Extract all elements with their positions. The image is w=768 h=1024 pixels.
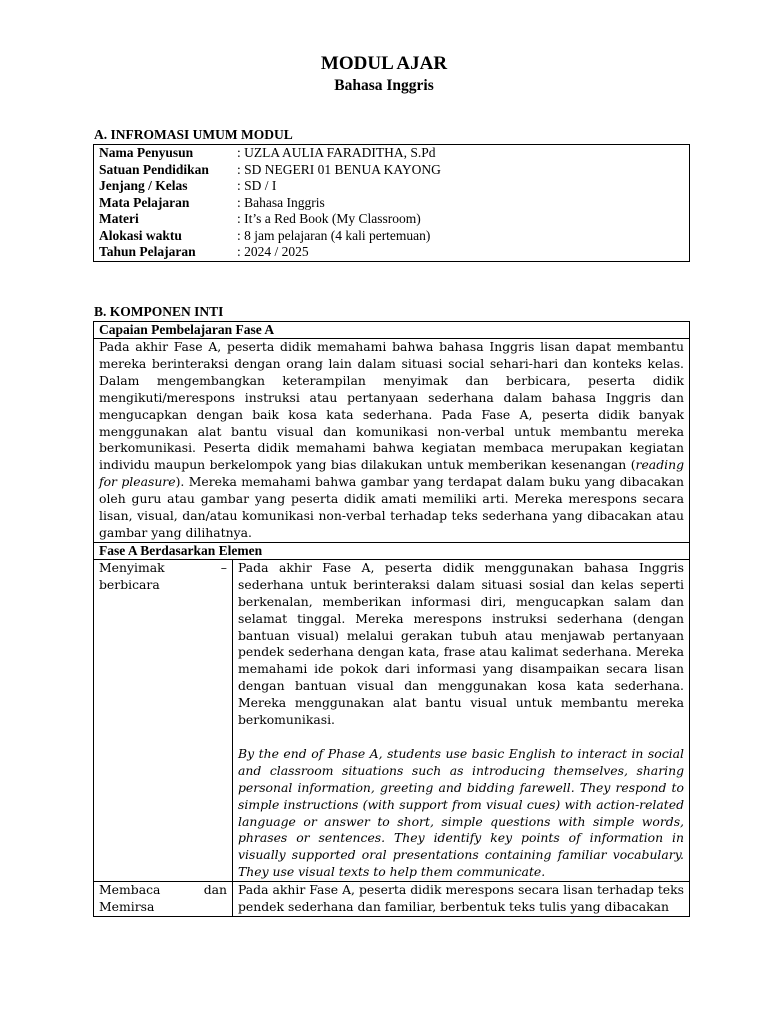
element-name-cell <box>94 559 233 881</box>
info-row <box>94 228 690 245</box>
element-name-cell <box>94 882 233 917</box>
info-value: : It’s a Red Book (My Classroom) <box>232 211 690 228</box>
element-text-id: Pada akhir Fase A, peserta didik menggunakan bahasa Inggris sederhana untuk berinteraksi dalam situasi sosial dan kelas seperti berkenalan, memberikan informasi diri, mengucapkan salam dan selamat tinggal. Mereka merespons instruksi sederhana (dengan bantuan visual) melalui gerakan tubuh atau menjawab pertanyaan pendek sederhana dengan kata, frase atau kalimat sederhana. Mereka memahami ide pokok dari informasi yang disampaikan secara lisan dengan bantuan visual dan menggunakan kosa kata sederhana. Mereka menggunakan alat bantu visual untuk membantu mereka berkomunikasi. <box>238 559 684 728</box>
info-row <box>94 162 690 179</box>
element-row <box>94 559 690 881</box>
info-value: : 2024 / 2025 <box>232 244 690 261</box>
info-label: Alokasi waktu <box>94 228 233 245</box>
element-description-cell <box>233 882 690 917</box>
element-row <box>94 882 690 917</box>
info-value: : SD NEGERI 01 BENUA KAYONG <box>232 162 690 179</box>
cp-paragraph <box>94 339 690 543</box>
section-b-heading: B. KOMPONEN INTI <box>94 304 224 319</box>
info-value: : 8 jam pelajaran (4 kali pertemuan) <box>232 228 690 245</box>
info-row <box>94 178 690 195</box>
cp-text-italic: reading for pleasure <box>99 457 684 490</box>
info-label: Jenjang / Kelas <box>94 178 233 195</box>
info-label: Satuan Pendidikan <box>94 162 233 179</box>
info-value: : UZLA AULIA FARADITHA, S.Pd <box>232 145 690 162</box>
cp-text-part-2: ). Mereka memahami bahwa gambar yang terdapat dalam buku yang dibacakan oleh guru atau gambar yang peserta didik amati memiliki arti. Mereka merespons secara lisan, visual, dan/atau komunikasi non-verbal terhadap teks sederhana yang dibacakan atau gambar yang dilihatnya. <box>99 474 684 540</box>
info-label: Tahun Pelajaran <box>94 244 233 261</box>
element-description-cell <box>233 559 690 881</box>
info-label: Nama Penyusun <box>94 145 233 162</box>
element-text-id: Pada akhir Fase A, peserta didik merespons secara lisan terhadap teks pendek sederhana dan familiar, berbentuk teks tulis yang dibacakan <box>238 882 684 915</box>
info-row <box>94 244 690 261</box>
info-row <box>94 195 690 212</box>
info-row <box>94 211 690 228</box>
element-text-en: By the end of Phase A, students use basic English to interact in social and classroom situations such as introducing themselves, sharing personal information, greeting and bidding farewell. They respond to simple instructions (with support from visual cues) with action-related language or answer to short, simple questions with simple words, phrases or sentences. They identify key points of information in visually supported oral presentations containing familiar vocabulary. They use visual texts to help them communicate. <box>238 745 684 880</box>
fase-heading: Fase A Berdasarkan Elemen <box>94 542 690 559</box>
cp-heading: Capaian Pembelajaran Fase A <box>94 322 690 339</box>
element-name-line-1: Membaca dan <box>99 882 227 898</box>
info-value: : SD / I <box>232 178 690 195</box>
info-value: : Bahasa Inggris <box>232 195 690 212</box>
section-a-heading: A. INFROMASI UMUM MODUL <box>94 127 293 142</box>
element-name-line-2: Memirsa <box>99 899 155 915</box>
general-info-table <box>93 144 690 262</box>
info-label: Mata Pelajaran <box>94 195 233 212</box>
core-components-table <box>93 321 690 917</box>
info-row <box>94 145 690 162</box>
info-label: Materi <box>94 211 233 228</box>
cp-text-part-1: Pada akhir Fase A, peserta didik memahami bahwa bahasa Inggris lisan dapat membantu mereka berinteraksi dengan orang lain dalam situasi social sehari-hari dan konteks kelas. Dalam mengembangkan keterampilan menyimak dan berbicara, peserta didik mengikuti/merespons instruksi atau pertanyaan sederhana dalam bahasa Inggris dan mengucapkan dengan baik kosa kata sederhana. Pada Fase A, peserta didik banyak menggunakan alat bantu visual dan komunikasi non-verbal untuk membantu mereka berkomunikasi. Peserta didik memahami bahwa kegiatan membaca merupakan kegiatan individu maupun berkelompok yang bias dilakukan untuk memberikan kesenangan ( <box>99 339 684 473</box>
document-subtitle: Bahasa Inggris <box>334 77 434 94</box>
element-name-line-1: Menyimak – <box>99 559 227 575</box>
element-name-line-2: berbicara <box>99 576 160 592</box>
document-title: MODUL AJAR <box>320 53 448 74</box>
